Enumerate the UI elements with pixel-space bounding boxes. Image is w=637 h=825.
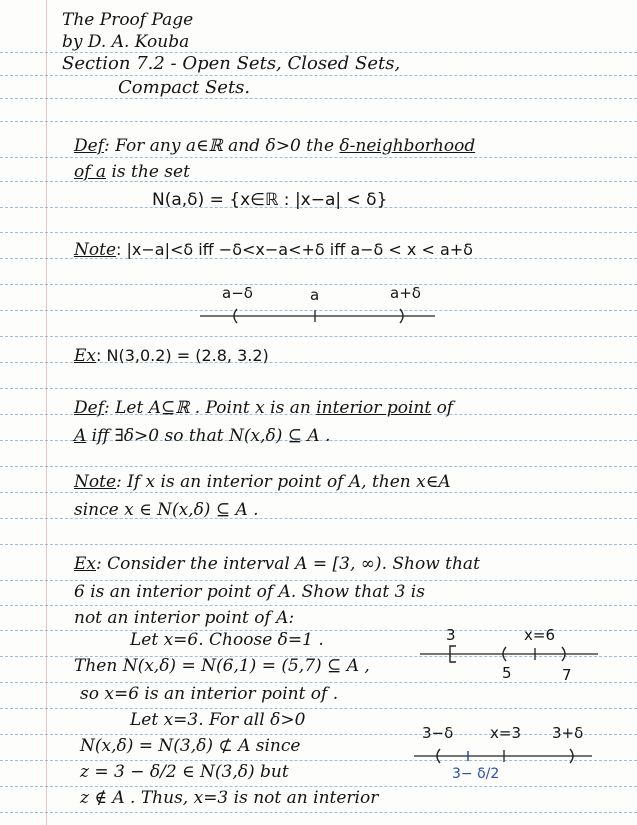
example-line9: z = 3 − δ/2 ∈ N(3,δ) but	[80, 762, 289, 782]
ruled-line	[0, 75, 637, 76]
ruled-line	[0, 708, 637, 709]
definition-interior-point-line2	[74, 426, 331, 446]
def-term: interior point	[316, 398, 432, 418]
example-interval	[74, 554, 480, 574]
ruled-line	[0, 121, 637, 122]
ruled-line	[0, 466, 637, 467]
number-line-3	[414, 746, 594, 766]
def-text-cont: is the set	[106, 162, 190, 182]
ruled-line	[0, 157, 637, 158]
note-text: : |x−a|<δ iff −δ<x−a<+δ iff a−δ < x < a+δ	[116, 240, 473, 259]
def-text: : For any a∈ℝ and δ>0 the	[103, 136, 340, 156]
ruled-line	[0, 284, 637, 285]
def-term: δ-neighborhood	[339, 136, 476, 156]
note-interior	[74, 472, 451, 492]
numline3-mid-label: x=3	[490, 724, 521, 742]
def-text: : Let A⊆ℝ . Point x is an	[103, 398, 317, 418]
note-label: Note	[74, 472, 117, 492]
ruled-line	[0, 98, 637, 99]
ex-label: Ex	[74, 346, 96, 366]
def-label: Def	[74, 398, 104, 418]
ruled-line	[0, 492, 637, 493]
def-term-cont: of a	[74, 162, 107, 182]
ruled-line	[0, 605, 637, 606]
note-text: : If x is an interior point of A, then x∈A	[116, 472, 451, 492]
ruled-line	[0, 734, 637, 735]
definition-interior-point	[74, 398, 453, 418]
page-title: The Proof Page	[62, 10, 194, 30]
def-set-a: A	[74, 426, 87, 446]
ruled-line	[0, 786, 637, 787]
example-line10: z ∉ A . Thus, x=3 is not an interior	[80, 788, 379, 808]
numline3-left-label: 3−δ	[422, 724, 454, 742]
note-interior-line2: since x ∈ N(x,δ) ⊆ A .	[74, 500, 259, 520]
numline1-mid-label: a	[310, 286, 320, 304]
numline2-x6-label: x=6	[524, 626, 555, 644]
ex-text: : N(3,0.2) = (2.8, 3.2)	[96, 346, 269, 365]
ex-text: : Consider the interval A = [3, ∞). Show that	[96, 554, 480, 574]
numline3-right-label: 3+δ	[552, 724, 584, 742]
example-line5: Then N(x,δ) = N(6,1) = (5,7) ⊆ A ,	[74, 656, 370, 676]
example-line2: 6 is an interior point of A. Show that 3 is	[74, 582, 425, 602]
numline2-five-label: 5	[502, 664, 512, 682]
note-inequality	[74, 240, 473, 260]
margin-line	[46, 0, 47, 825]
numline2-three-label: 3	[446, 626, 456, 644]
definition-neighborhood-line2	[74, 162, 190, 182]
number-line-1	[200, 306, 440, 326]
neighborhood-formula: N(a,δ) = {x∈ℝ : |x−a| < δ}	[152, 190, 388, 210]
ruled-line	[0, 544, 637, 545]
def-text-end: of	[431, 398, 454, 418]
example-neighborhood	[74, 346, 269, 366]
example-line7: Let x=3. For all δ>0	[130, 710, 306, 730]
ruled-line	[0, 336, 637, 337]
definition-neighborhood	[74, 136, 475, 156]
ruled-line	[0, 812, 637, 813]
numline1-right-label: a+δ	[390, 284, 421, 302]
def-text-line2: iff ∃δ>0 so that N(x,δ) ⊆ A .	[86, 426, 331, 446]
ruled-line	[0, 232, 637, 233]
example-line3: not an interior point of A:	[74, 608, 295, 628]
example-line6: so x=6 is an interior point of .	[80, 684, 339, 704]
section-heading-cont: Compact Sets.	[118, 77, 251, 98]
numline3-midpoint-label: 3− δ/2	[452, 766, 500, 782]
example-line8: N(x,δ) = N(3,δ) ⊄ A since	[80, 736, 301, 756]
numline1-left-label: a−δ	[222, 284, 253, 302]
ex-label: Ex	[74, 554, 96, 574]
ruled-line	[0, 580, 637, 581]
numline2-seven-label: 7	[562, 666, 572, 684]
section-heading: Section 7.2 - Open Sets, Closed Sets,	[62, 53, 401, 74]
def-label: Def	[74, 136, 104, 156]
number-line-2	[420, 644, 600, 664]
note-label: Note	[74, 240, 117, 260]
ruled-line	[0, 388, 637, 389]
ruled-line	[0, 682, 637, 683]
example-line4: Let x=6. Choose δ=1 .	[130, 630, 324, 650]
author-line: by D. A. Kouba	[62, 32, 190, 52]
